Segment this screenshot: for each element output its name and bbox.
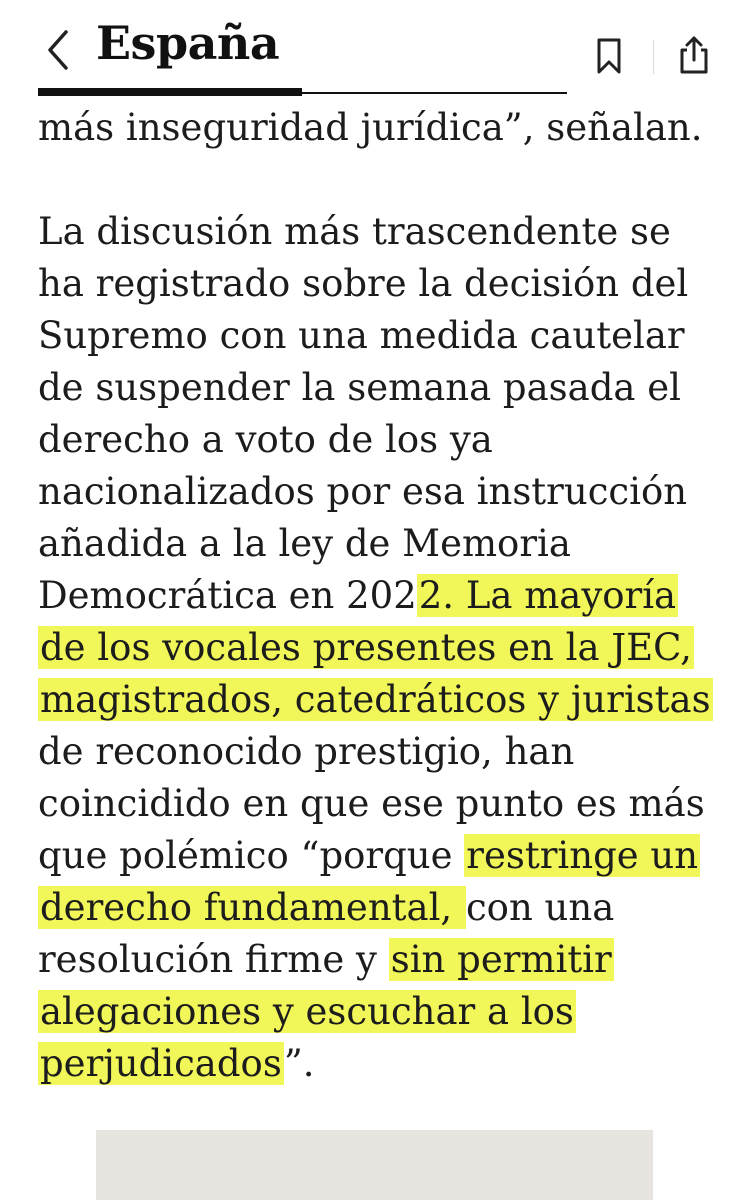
title-underline-thin bbox=[302, 92, 567, 94]
image-placeholder bbox=[96, 1130, 653, 1200]
title-underline-thick bbox=[38, 88, 302, 96]
share-icon bbox=[674, 34, 714, 76]
top-bar bbox=[0, 0, 748, 100]
paragraph-discussion bbox=[38, 206, 728, 1090]
icon-separator bbox=[653, 40, 654, 74]
text-segment: con una resolución firme y bbox=[38, 886, 615, 981]
highlighted-text: 2. La mayoría de los vocales presentes en la JEC, magistrados, catedráticos y juristas bbox=[40, 574, 711, 721]
text-segment: ”. bbox=[283, 1042, 315, 1085]
text-segment: La discusión más trascendente se ha registrado sobre la decisión del Supremo con una medida cautelar de suspender la semana pasada el derecho a voto de los ya nacionalizados por esa instrucción añadida a la ley de Memoria Democrática en 202 bbox=[38, 210, 689, 617]
section-title[interactable]: España bbox=[96, 16, 280, 70]
back-button[interactable] bbox=[38, 22, 78, 78]
text-segment: de reconocido prestigio, han coincidido en que ese punto es más que polémico “porque bbox=[38, 730, 705, 877]
paragraph-end-quote: más inseguridad jurídica”, señalan. bbox=[38, 106, 703, 149]
highlighted-text: sin permitir alegaciones y escuchar a los perjudicados bbox=[40, 938, 612, 1085]
bookmark-button[interactable] bbox=[592, 36, 626, 76]
share-button[interactable] bbox=[674, 34, 714, 76]
highlighted-text: restringe un derecho fundamental, bbox=[40, 834, 699, 929]
bookmark-icon bbox=[592, 36, 626, 76]
chevron-left-icon bbox=[38, 22, 78, 78]
article-body bbox=[38, 102, 728, 1090]
